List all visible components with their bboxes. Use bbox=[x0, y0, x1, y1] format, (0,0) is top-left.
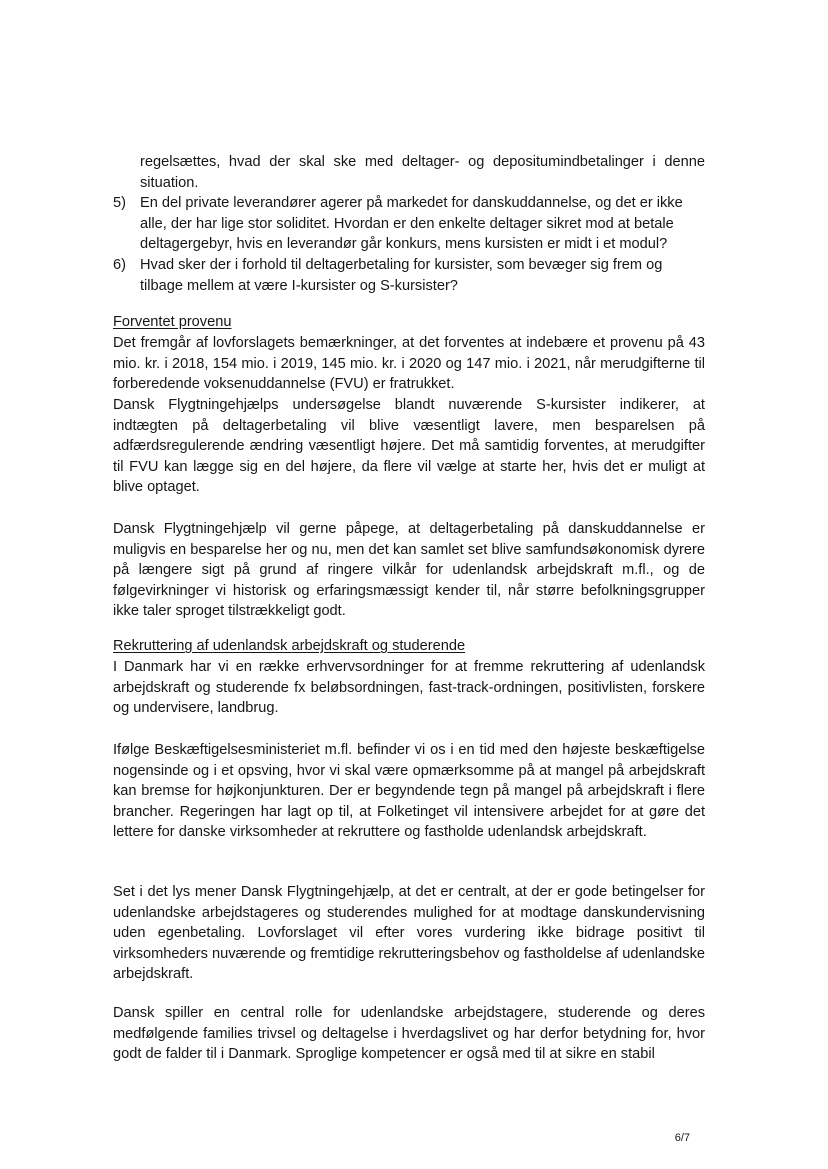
list-item-6 bbox=[113, 255, 705, 296]
list-number: 6) bbox=[113, 257, 126, 273]
list-continuation: regelsættes, hvad der skal ske med deltager- og depositumindbetalinger i denne situation. bbox=[140, 154, 705, 191]
list-number: 5) bbox=[113, 195, 126, 211]
paragraph-provenu-1: Det fremgår af lovforslagets bemærkninger, at det forventes at indebære et provenu på 43 mio. kr. i 2018, 154 mio. i 2019, 145 mio. kr. i 2020 og 147 mio. i 2021, når merudgifterne til forberedende voksenuddannelse (FVU) er fratrukket. bbox=[113, 335, 705, 393]
list-item-text: En del private leverandører agerer på markedet for danskuddannelse, og det er ikke alle, der har lige stor soliditet. Hvordan er den enkelte deltager sikret mod at betale deltagergebyr, hvis en leverandør går konkurs, mens kursisten er midt i et modul? bbox=[140, 195, 683, 253]
section-heading-provenu: Forventet provenu bbox=[113, 314, 232, 330]
paragraph-rekruttering-3: Set i det lys mener Dansk Flygtningehjælp, at det er centralt, at der er gode betingelser for udenlandske arbejdstageres og studerendes mulighed for at modtage danskundervisning uden egenbetaling. Lovforslaget vil efter vores vurdering ikke bidrage positivt til virksomheders nuværende og fremtidige rekrutteringsbehov og fastholdelse af udenlandske arbejdskraft. bbox=[113, 884, 705, 983]
section-heading-rekruttering: Rekruttering af udenlandsk arbejdskraft og studerende bbox=[113, 638, 466, 654]
page-number: 6/7 bbox=[674, 1132, 690, 1144]
paragraph-rekruttering-1: I Danmark har vi en række erhvervsordninger for at fremme rekruttering af udenlandsk arbejdskraft og studerende fx beløbsordningen, fast-track-ordningen, positivlisten, forskere og undervisere, landbrug. bbox=[113, 659, 705, 717]
paragraph-rekruttering-4: Dansk spiller en central rolle for udenlandske arbejdstagere, studerende og deres medfølgende families trivsel og deltagelse i hverdagslivet og har derfor betydning for, hvor godt de falder til i Danmark. Sproglige kompetencer er også med til at sikre en stabil bbox=[113, 1005, 705, 1063]
list-item-5 bbox=[113, 193, 705, 255]
paragraph-provenu-3: Dansk Flygtningehjælp vil gerne påpege, at deltagerbetaling på danskuddannelse er muligvis en besparelse her og nu, men det kan samlet set blive samfundsøkonomisk dyrere på længere sigt på grund af ringere vilkår for udenlandsk arbejdskraft m.fl., og de følgevirkninger vi historisk og erfaringsmæssigt kender til, når større befolkningsgrupper ikke taler sproget tilstrækkeligt godt. bbox=[113, 521, 705, 620]
paragraph-rekruttering-2: Ifølge Beskæftigelsesministeriet m.fl. befinder vi os i en tid med den højeste beskæftigelse nogensinde og i et opsving, hvor vi skal være opmærksomme på at mangel på arbejdskraft kan bremse for højkonjunkturen. Der er begyndende tegn på mangel på arbejdskraft i flere brancher. Regeringen har lagt op til, at Folketinget vil intensivere arbejdet for at gøre det lettere for danske virksomheder at rekruttere og fastholde udenlandsk arbejdskraft. bbox=[113, 742, 705, 841]
list-item-text: Hvad sker der i forhold til deltagerbetaling for kursister, som bevæger sig frem og tilbage mellem at være I-kursister og S-kursister? bbox=[140, 257, 663, 294]
paragraph-provenu-2: Dansk Flygtningehjælps undersøgelse blandt nuværende S-kursister indikerer, at indtægten på deltagerbetaling vil blive væsentligt lavere, men besparelsen på adfærdsregulerende ændring væsentligt højere. Det må samtidig forventes, at merudgifter til FVU kan lægge sig en del højere, da flere vil vælge at starte her, hvis det er muligt at blive optaget. bbox=[113, 397, 705, 496]
